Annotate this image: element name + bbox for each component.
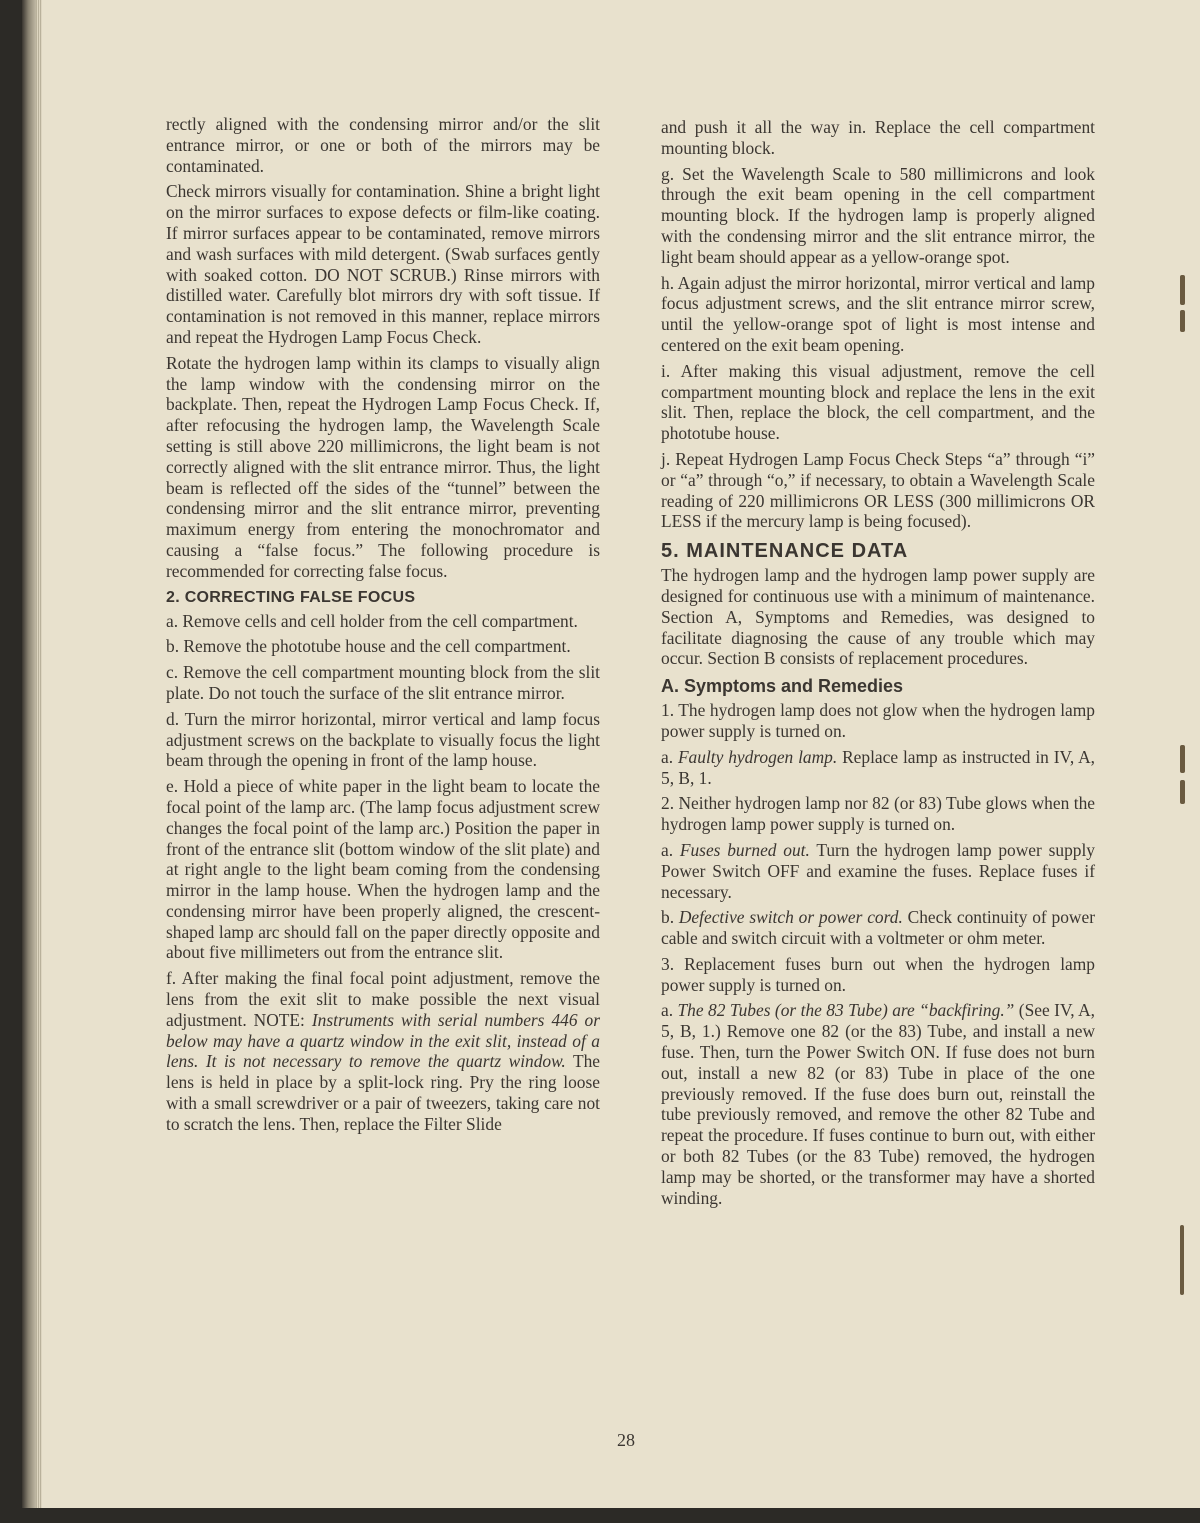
paragraph	[166, 662, 600, 704]
paragraph	[661, 273, 1095, 356]
paragraph	[166, 636, 600, 657]
text-run: a.	[661, 1000, 678, 1021]
text-run: a.	[661, 839, 680, 860]
paragraph	[166, 611, 600, 632]
italic-text: Instruments with serial numbers 446 or below may have a quartz window in the exit slit, instead of a lens. It is not necessary to remove the quartz window.	[166, 1009, 600, 1072]
paragraph	[166, 776, 600, 963]
italic-text: Defective switch or power cord.	[678, 907, 903, 928]
text-run: A. Symptoms and Remedies	[661, 676, 904, 697]
italic-text: Faulty hydrogen lamp.	[677, 746, 838, 767]
text-run: b.	[661, 907, 679, 928]
right-column	[661, 117, 1095, 1213]
paragraph	[661, 700, 1095, 742]
text-run: and push it all the way in. Replace the cell compartment mounting block.	[661, 117, 1095, 158]
text-run: i. After making this visual adjustment, remove the cell compartment mounting block and replace the lens in the exit slit. Then, replace the block, the cell compartment, and the phototube house.	[661, 360, 1095, 444]
paragraph	[166, 709, 600, 771]
text-run: b. Remove the phototube house and the cell compartment.	[166, 636, 571, 657]
paragraph	[661, 793, 1095, 835]
text-run: a.	[661, 746, 678, 767]
text-run: h. Again adjust the mirror horizontal, mirror vertical and lamp focus adjustment screws, and the slit entrance mirror screw, until the yellow-orange spot of light is most intense and centered on the exit beam opening.	[661, 272, 1095, 355]
text-run: 2. CORRECTING FALSE FOCUS	[166, 588, 416, 606]
binding-hole-mark	[1180, 745, 1185, 773]
paragraph	[661, 954, 1095, 996]
paragraph	[661, 1000, 1095, 1208]
text-run: Check mirrors visually for contamination. Shine a bright light on the mirror surfaces to expose defects or film-like coating. If mirror surfaces appear to be contaminated, remove mirrors and wash surfaces with mild detergent. (Swab surfaces gently with soaked cotton. DO NOT SCRUB.) Rinse mirrors with distilled water. Carefully blot mirrors dry with soft tissue. If contamination is not removed in this manner, replace mirrors and repeat the Hydrogen Lamp Focus Check.	[166, 181, 600, 347]
binding-hole-mark	[1180, 275, 1185, 305]
text-run: j. Repeat Hydrogen Lamp Focus Check Steps “a” through “i” or “a” through “o,” if necessary, to obtain a Wavelength Scale reading of 220 millimicrons OR LESS (300 millimicrons OR LESS if the mercury lamp is being focused).	[661, 448, 1095, 532]
text-run: The lens is held in place by a split-lock ring. Pry the ring loose with a small screwdriver or a pair of tweezers, taking care not to scratch the lens. Then, replace the Filter Slide	[166, 1051, 600, 1134]
text-run: a. Remove cells and cell holder from the cell compartment.	[166, 610, 578, 631]
text-run: e. Hold a piece of white paper in the light beam to locate the focal point of the lamp arc. (The lamp focus adjustment screw changes the focal point of the lamp arc.) Position the paper in front of the entrance slit (bottom window of the slit plate) and at right angle to the light beam coming from the condensing mirror in the lamp house. When the hydrogen lamp and the condensing mirror have been properly aligned, the crescent-shaped lamp arc should fall on the paper directly opposite and about five millimeters out from the entrance slit.	[166, 776, 600, 963]
text-run: Rotate the hydrogen lamp within its clamps to visually align the lamp window with the condensing mirror on the backplate. Then, repeat the Hydrogen Lamp Focus Check. If, after refocusing the hydrogen lamp, the Wavelength Scale setting is still above 220 millimicrons, the light beam is not correctly aligned with the slit entrance mirror. Thus, the light beam is reflected off the sides of the “tunnel” between the condensing mirror and the slit entrance mirror, preventing maximum energy from entering the monochromator and causing a “false focus.” The following procedure is recommended for correcting false focus.	[166, 352, 600, 581]
text-run: (See IV, A, 5, B, 1.) Remove one 82 (or the 83) Tube, and install a new fuse. Then, turn the Power Switch ON. If fuse does not burn out, install a new 82 (or 83) Tube in place of the one previously removed. If the fuse does burn out, reinstall the tube previously removed, and remove the other 82 Tube and repeat the procedure. If fuses continue to burn out, with either or both 82 Tubes (or the 83 Tube) removed, the hydrogen lamp may be shorted, or the transformer may have a shorted winding.	[661, 1000, 1095, 1208]
italic-text: The 82 Tubes (or the 83 Tube) are “backfiring.”	[677, 1000, 1015, 1021]
text-run: f. After making the final focal point adjustment, remove the lens from the exit slit to make possible the next visual adjustment. NOTE:	[166, 968, 600, 1030]
text-run: 5. MAINTENANCE DATA	[661, 540, 909, 563]
text-run: d. Turn the mirror horizontal, mirror vertical and lamp focus adjustment screws on the backplate to visually focus the light beam through the opening in front of the lamp house.	[166, 708, 600, 771]
text-run: Replace lamp as instructed in IV, A, 5, B, 1.	[661, 746, 1095, 788]
text-run: Turn the hydrogen lamp power supply Power Switch OFF and examine the fuses. Replace fuses if necessary.	[661, 839, 1095, 902]
paragraph	[661, 565, 1095, 669]
text-run: c. Remove the cell compartment mounting block from the slit plate. Do not touch the surface of the slit entrance mirror.	[166, 662, 600, 703]
paragraph	[661, 361, 1095, 444]
paragraph	[166, 114, 600, 176]
paragraph	[661, 747, 1095, 789]
paragraph	[166, 181, 600, 347]
paragraph	[661, 449, 1095, 532]
paragraph	[661, 907, 1095, 949]
text-run: Check continuity of power cable and switch circuit with a voltmeter or ohm meter.	[661, 907, 1095, 949]
left-column	[166, 114, 600, 1140]
italic-text: Fuses burned out.	[679, 839, 810, 860]
binding-hole-mark	[1180, 1225, 1184, 1295]
paragraph	[166, 353, 600, 582]
paragraph	[166, 968, 600, 1134]
text-run: 2. Neither hydrogen lamp nor 82 (or 83) Tube glows when the hydrogen lamp power supply is turned on.	[661, 793, 1095, 835]
section-heading	[661, 540, 1095, 562]
paragraph	[661, 164, 1095, 268]
paragraph	[661, 117, 1095, 159]
section-heading	[166, 588, 600, 608]
paragraph	[661, 840, 1095, 902]
text-run: 3. Replacement fuses burn out when the hydrogen lamp power supply is turned on.	[661, 953, 1095, 995]
binding-hole-mark	[1180, 780, 1185, 804]
text-run: g. Set the Wavelength Scale to 580 millimicrons and look through the exit beam opening in the cell compartment mounting block. If the hydrogen lamp is properly aligned with the condensing mirror and the slit entrance mirror, the light beam should appear as a yellow-orange spot.	[661, 163, 1095, 267]
text-run: The hydrogen lamp and the hydrogen lamp power supply are designed for continuous use with a minimum of maintenance. Section A, Symptoms and Remedies, was designed to facilitate diagnosing the cause of any trouble which may occur. Section B consists of replacement procedures.	[661, 565, 1095, 669]
page-edge	[36, 0, 42, 1508]
text-run: rectly aligned with the condensing mirror and/or the slit entrance mirror, or one or both of the mirrors may be contaminated.	[166, 114, 600, 176]
text-run: 1. The hydrogen lamp does not glow when the hydrogen lamp power supply is turned on.	[661, 700, 1095, 741]
binding-hole-mark	[1180, 310, 1185, 332]
page-number: 28	[617, 1430, 635, 1450]
section-heading	[661, 675, 1095, 697]
